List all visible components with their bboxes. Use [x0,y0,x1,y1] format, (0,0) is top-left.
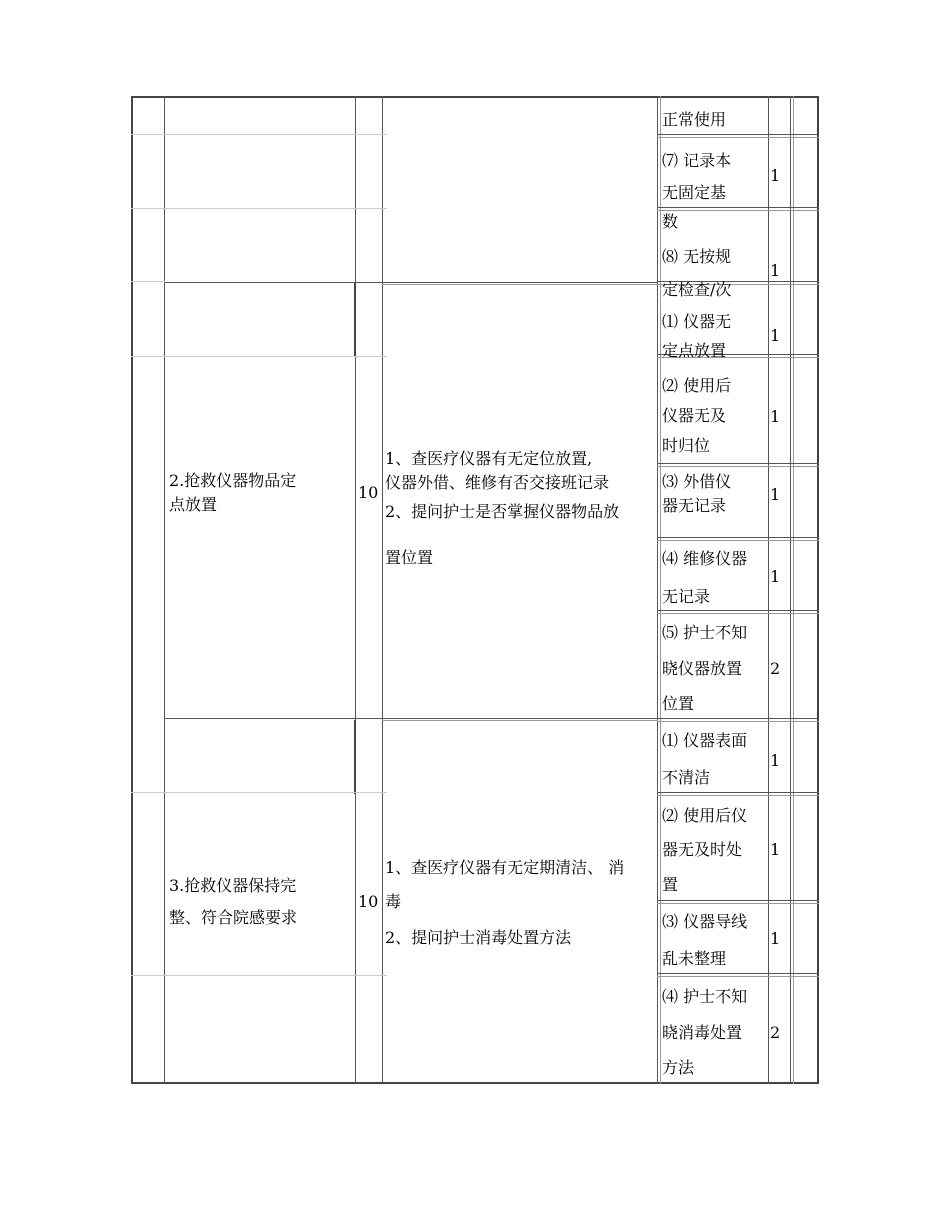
deduction-desc: 乱未整理 [662,949,727,968]
item-title: 3.抢救仪器保持完 [169,876,297,895]
col-sep-desc [768,96,769,1084]
ded-row-border [657,721,819,722]
check-method: 1、查医疗仪器有无定期清洁、 消 [385,858,625,877]
check-method: 2、提问护士是否掌握仪器物品放 [385,502,620,521]
deduction-score: 1 [770,929,781,948]
faint-row-mark [131,356,387,357]
item-title: 点放置 [169,495,218,514]
section2-top-border-b [382,284,658,285]
ded-row-border [657,537,819,538]
section3-top-border [164,718,658,719]
ded-row-border [657,610,819,611]
deduction-desc: 定检查/次 [662,280,732,299]
item-points: 10 [358,892,379,911]
deduction-score: 2 [770,1023,781,1042]
ded-row-border [657,207,819,208]
table-left-border [131,96,133,1084]
ded-row-border [657,210,819,211]
deduction-desc: ⑷ 维修仪器 [662,549,748,568]
deduction-score: 1 [770,326,781,345]
item-title: 整、符合院感要求 [169,908,298,927]
faint-row-mark [131,281,165,282]
col-sep-method [657,96,658,1084]
ded-row-border [657,137,819,138]
points-col-thick-1 [354,282,356,356]
col-sep-category [164,96,165,1084]
deduction-desc: ⑺ 记录本 [662,151,732,170]
deduction-desc: ⑸ 护士不知 [662,623,748,642]
deduction-desc: ⑵ 使用后仪 [662,806,748,825]
section3-top-border-b [382,720,658,721]
check-method: 2、提问护士消毒处置方法 [385,928,572,947]
faint-row-mark [131,975,387,976]
ded-row-border [657,613,819,614]
item-points: 10 [358,483,379,502]
item-title: 2.抢救仪器物品定 [169,471,297,490]
ded-row-border [657,718,819,719]
deduction-desc: ⑶ 外借仪 [662,472,732,491]
check-method: 毒 [385,892,402,911]
col-sep-score [790,96,791,1084]
check-method: 置位置 [385,548,434,567]
deduction-desc: ⑷ 护士不知 [662,987,748,1006]
deduction-desc: 数 [662,212,679,231]
faint-row-mark [131,134,387,135]
deduction-score: 1 [770,485,781,504]
deduction-score: 1 [770,166,781,185]
table-bottom-border [131,1082,819,1084]
deduction-score: 1 [770,407,781,426]
col-sep-score-b [660,96,661,1084]
deduction-score: 1 [770,840,781,859]
deduction-score: 1 [770,751,781,770]
check-method: 1、查医疗仪器有无定位放置, [385,449,593,468]
ded-row-border [657,540,819,541]
ded-row-border [657,463,819,464]
table-top-border [131,96,819,98]
col-sep-item [355,96,356,1084]
points-col-thick-2 [354,720,356,794]
deduction-desc: 无固定基 [662,183,727,202]
deduction-desc: ⑻ 无按规 [662,247,732,266]
deduction-desc: 仪器无及 [662,406,727,425]
deduction-desc: 器无及时处 [662,840,743,859]
section2-top-border [164,282,658,283]
deduction-score: 1 [770,261,781,280]
faint-row-mark [131,208,387,209]
deduction-desc: 位置 [662,694,695,713]
faint-row-mark [131,792,387,793]
table-right-border [817,96,819,1084]
ded-row-border [657,903,819,904]
deduction-desc: ⑴ 仪器无 [662,312,732,331]
deduction-desc: 时归位 [662,436,711,455]
ded-row-border [657,792,819,793]
col-sep-points [382,96,383,1084]
ded-row-border [657,973,819,974]
deduction-desc: 晓消毒处置 [662,1023,743,1042]
deduction-score: 1 [770,567,781,586]
ded-row-border [657,900,819,901]
deduction-desc: 正常使用 [662,110,727,129]
deduction-desc: ⑴ 仪器表面 [662,731,748,750]
ded-row-border [657,976,819,977]
deduction-desc: 定点放置 [662,341,727,360]
deduction-score: 2 [770,659,781,678]
ded-row-border [657,795,819,796]
deduction-desc: 晓仪器放置 [662,659,743,678]
deduction-desc: ⑶ 仪器导线 [662,912,748,931]
deduction-desc: 不清洁 [662,768,711,787]
check-method: 仪器外借、维修有否交接班记录 [385,473,610,492]
ded-row-border [657,466,819,467]
deduction-desc: ⑵ 使用后 [662,376,732,395]
deduction-desc: 器无记录 [662,496,727,515]
deduction-desc: 置 [662,875,679,894]
deduction-desc: 无记录 [662,587,711,606]
deduction-desc: 方法 [662,1058,695,1077]
col-sep-score-c [793,96,794,1084]
ded-row-border [657,134,819,135]
